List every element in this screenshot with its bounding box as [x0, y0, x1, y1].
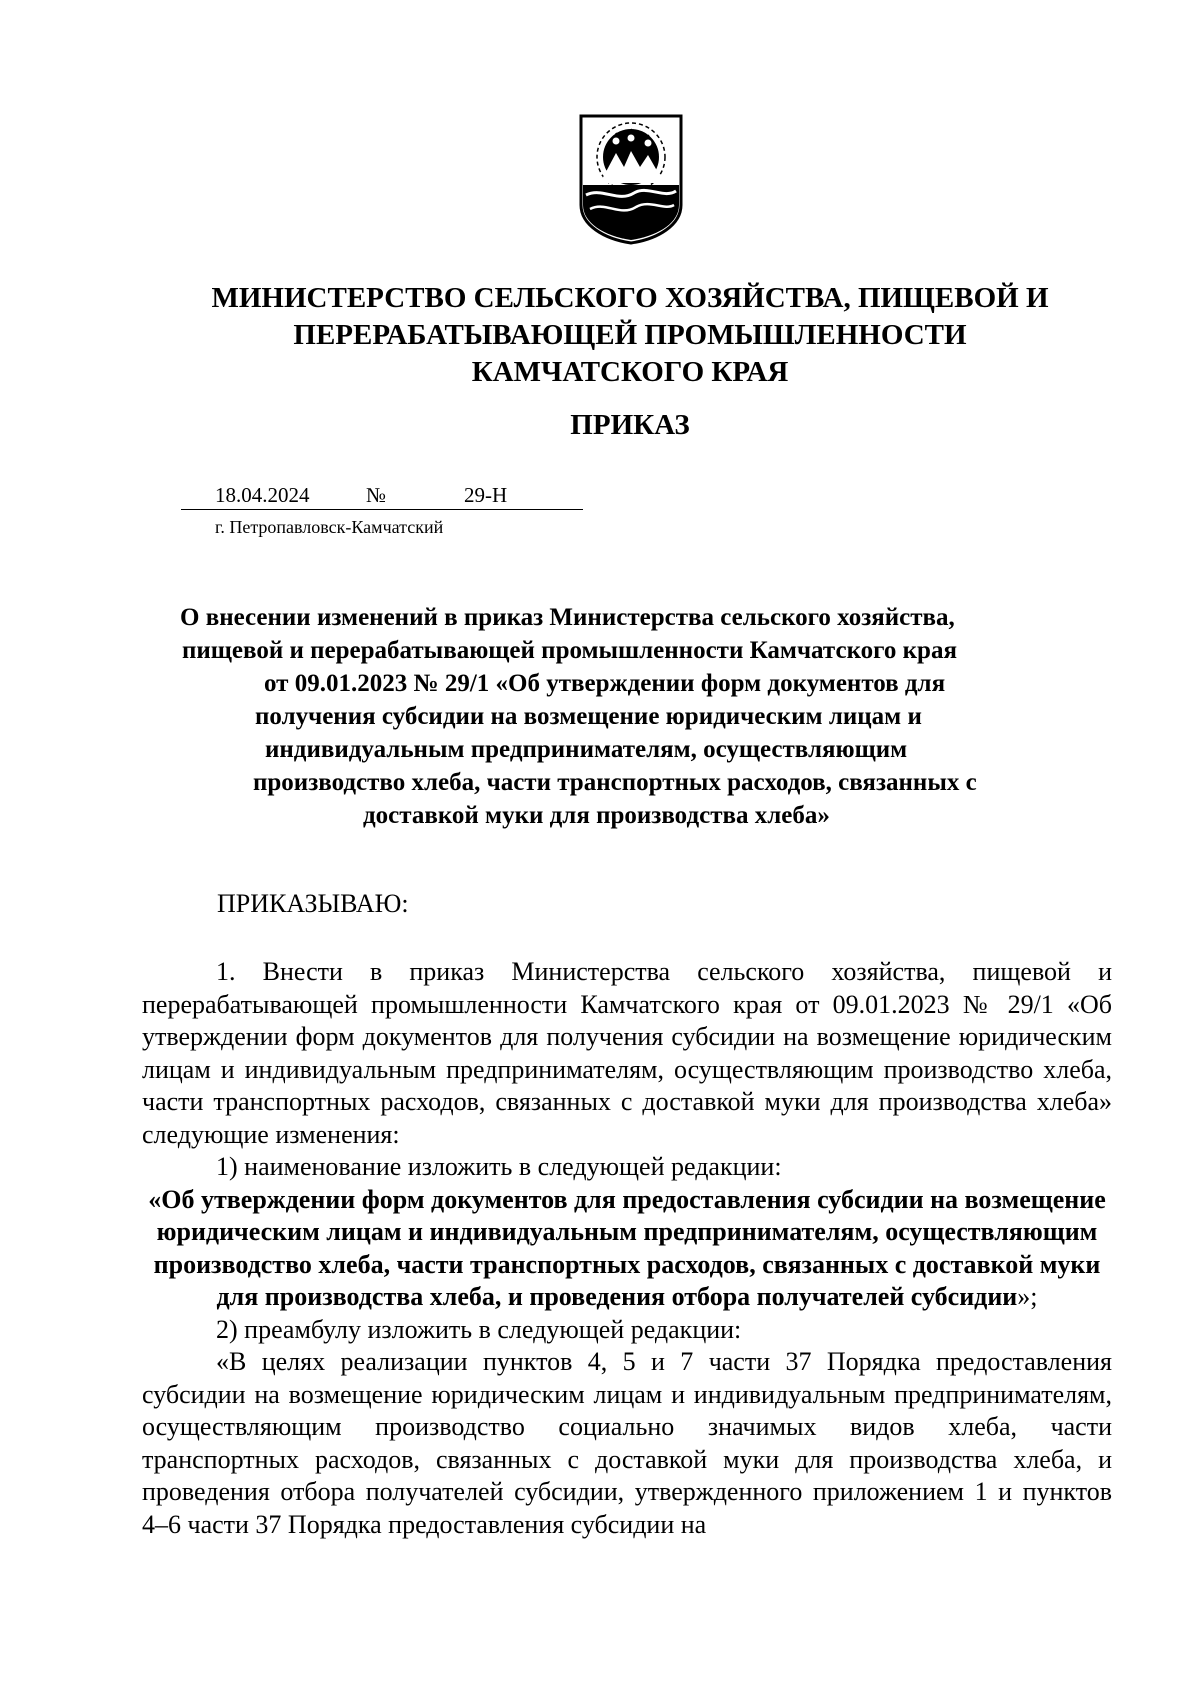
subject-line: производство хлеба, части транспортных расходов, связанных с [253, 769, 977, 796]
order-item-1: 1. Внести в приказ Министерства сельского хозяйства, пищевой и перерабатывающей промышленности Камчатского края от 09.01.2023 № 29/1 «Об утверждении форм документов для получения субсидии на возмещение юридическим лицам и индивидуальным предпринимателям, осуществляющим производство хлеба, части транспортных расходов, связанных с доставкой муки для производства хлеба» следующие изменения: [142, 957, 1112, 1149]
subject-line: пищевой и перерабатывающей промышленности Камчатского края [182, 637, 957, 664]
ministry-name [150, 280, 1110, 391]
order-subitem-1: 1) наименование изложить в следующей редакции: [216, 1152, 782, 1181]
document-type: ПРИКАЗ [570, 409, 690, 441]
new-title-end: »; [1017, 1282, 1038, 1311]
order-number: 29-Н [464, 483, 508, 507]
registration-line [181, 481, 583, 510]
subject-line: доставкой муки для производства хлеба» [363, 802, 830, 829]
order-body [142, 956, 1112, 1541]
preamble-text: «В целях реализации пунктов 4, 5 и 7 части 37 Порядка предоставления субсидии на возмещение юридическим лицам и индивидуальным предпринимателям, осуществляющим производство социально значимых видов хлеба, части транспортных расходов, связанных с доставкой муки для производства хлеба, и проведения отбора получателей субсидии, утвержденного приложением 1 и пунктов 4–6 части 37 Порядка предоставления субсидии на [142, 1347, 1112, 1539]
order-word: ПРИКАЗЫВАЮ: [217, 889, 409, 918]
ministry-name-line: МИНИСТЕРСТВО СЕЛЬСКОГО ХОЗЯЙСТВА, ПИЩЕВОЙ И [211, 282, 1049, 314]
place-of-issue: г. Петропавловск-Камчатский [215, 517, 444, 537]
subject-line: индивидуальным предпринимателям, осуществляющим [265, 736, 908, 763]
order-subject [180, 601, 1080, 832]
new-title-bold: «Об утверждении форм документов для предоставления субсидии на возмещение юридическим лицам и индивидуальным предпринимателям, осуществляющим производство хлеба, части транспортных расходов, связанных с доставкой муки для производства хлеба, и проведения отбора получателей субсидии [148, 1184, 1106, 1311]
order-date: 18.04.2024 [215, 483, 310, 507]
ministry-name-line: ПЕРЕРАБАТЫВАЮЩЕЙ ПРОМЫШЛЕННОСТИ [293, 319, 967, 351]
order-number-label: № [366, 483, 387, 507]
ministry-name-line: КАМЧАТСКОГО КРАЯ [471, 356, 789, 388]
subject-line: получения субсидии на возмещение юридическим лицам и [255, 703, 922, 730]
subject-line: О внесении изменений в приказ Министерства сельского хозяйства, [180, 604, 955, 631]
coat-of-arms-emblem [578, 113, 684, 245]
order-subitem-2: 2) преамбулу изложить в следующей редакции: [216, 1314, 742, 1344]
subject-line: от 09.01.2023 № 29/1 «Об утверждении форм документов для [264, 670, 946, 697]
new-title-text [142, 1184, 1112, 1314]
